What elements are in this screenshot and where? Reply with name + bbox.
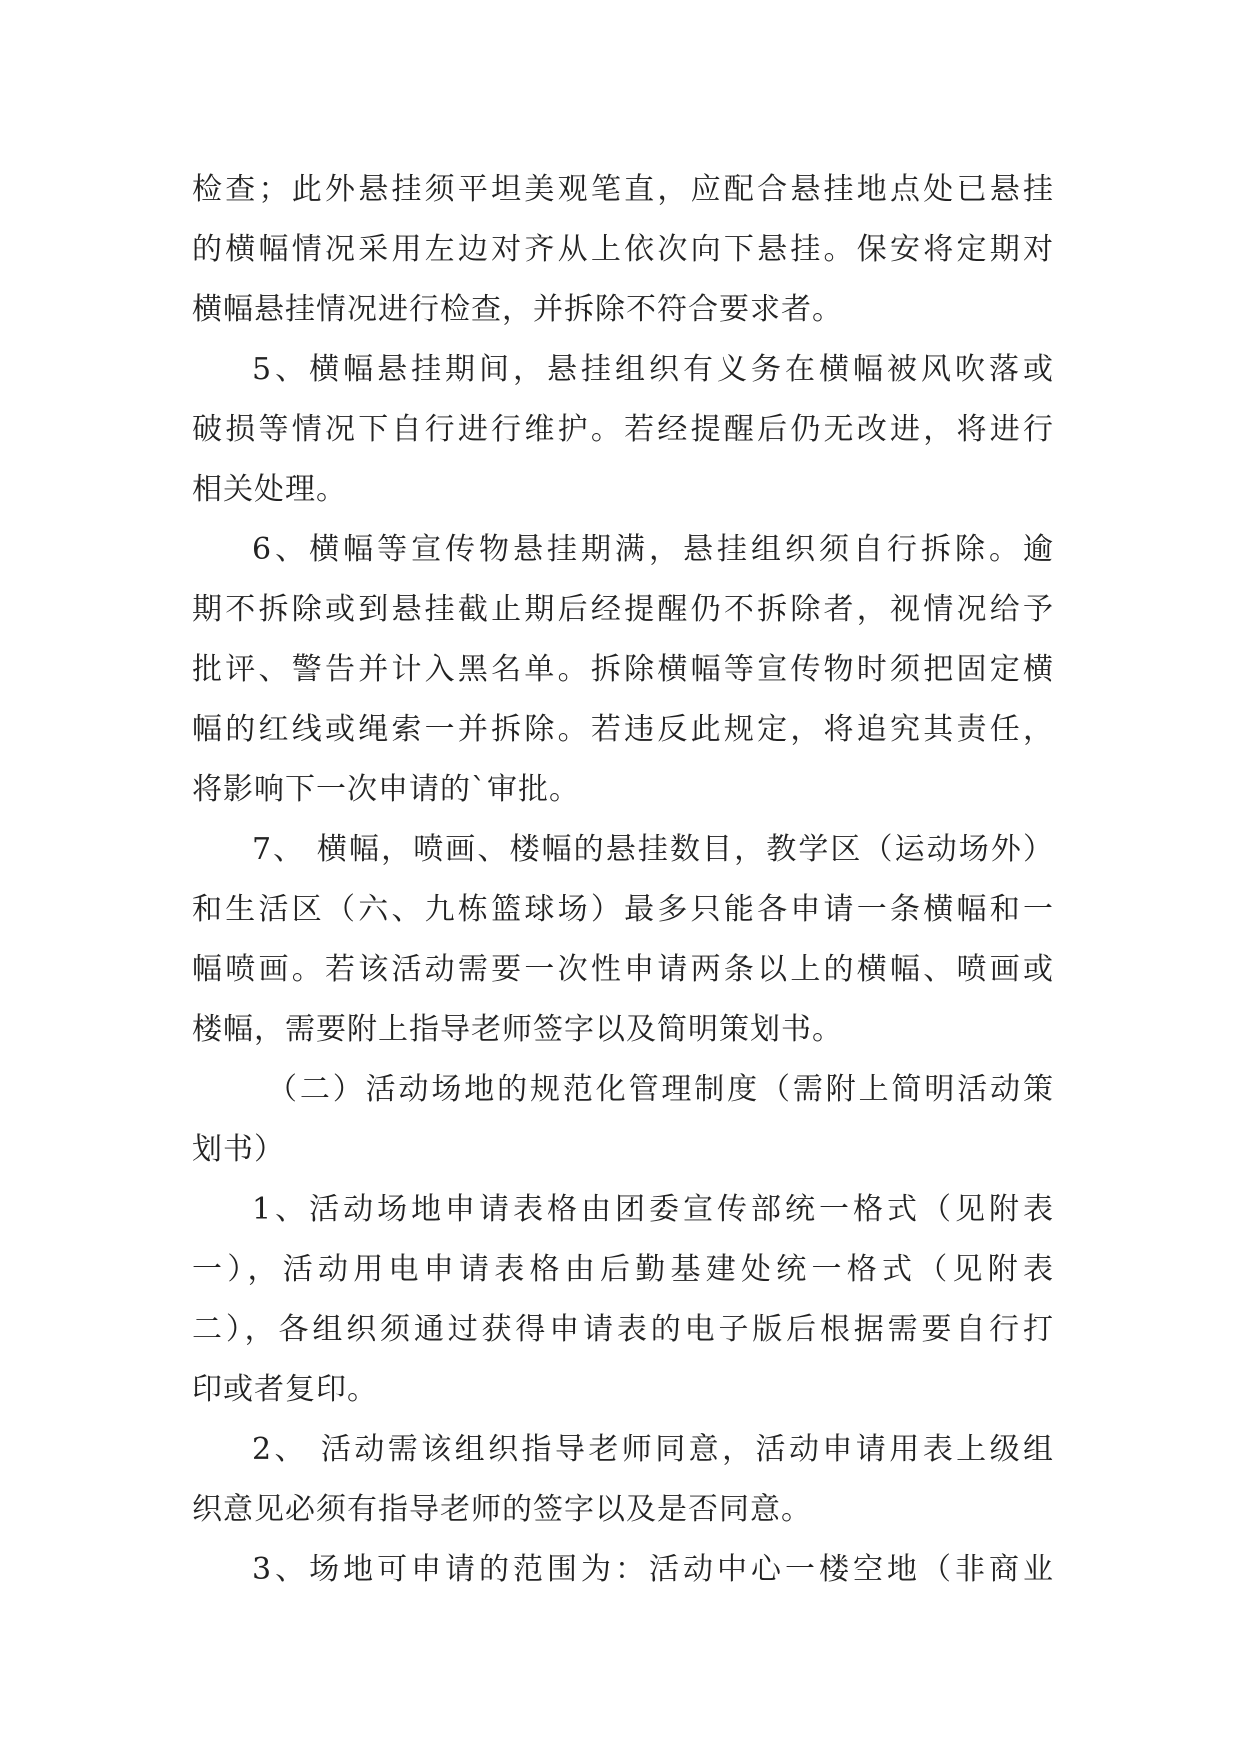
text-line: 期不拆除或到悬挂截止期后经提醒仍不拆除者，视情况给予 — [192, 592, 1054, 627]
text-line: 织意见必须有指导老师的签字以及是否同意。 — [192, 1492, 812, 1527]
text-line: 破损等情况下自行进行维护。若经提醒后仍无改进，将进行 — [192, 412, 1054, 447]
text-line: 幅喷画。若该活动需要一次性申请两条以上的横幅、喷画或 — [192, 952, 1054, 987]
text-line: 检查；此外悬挂须平坦美观笔直，应配合悬挂地点处已悬挂 — [192, 172, 1054, 207]
paragraph-6-line: 6、横幅等宣传物悬挂期满，悬挂组织须自行拆除。逾 — [252, 532, 1054, 567]
text-line: 和生活区（六、九栋篮球场）最多只能各申请一条横幅和一 — [192, 892, 1054, 927]
section-heading-line: （二）活动场地的规范化管理制度（需附上简明活动策 — [267, 1072, 1054, 1107]
document-body — [192, 160, 1054, 1600]
text-line: 幅的红线或绳索一并拆除。若违反此规定，将追究其责任， — [192, 712, 1054, 747]
paragraph-5-line: 5、横幅悬挂期间，悬挂组织有义务在横幅被风吹落或 — [252, 352, 1054, 387]
text-line: 相关处理。 — [192, 472, 347, 507]
text-line: 批评、警告并计入黑名单。拆除横幅等宣传物时须把固定横 — [192, 652, 1054, 687]
paragraph-7-line: 7、 横幅，喷画、楼幅的悬挂数目，教学区（运动场外） — [252, 832, 1054, 867]
text-line: 楼幅，需要附上指导老师签字以及简明策划书。 — [192, 1012, 843, 1047]
paragraph-1-line: 1、活动场地申请表格由团委宣传部统一格式（见附表 — [252, 1192, 1054, 1227]
section-heading-line: 划书） — [192, 1132, 285, 1167]
text-line: 印或者复印。 — [192, 1372, 378, 1407]
text-line: 将影响下一次申请的`审批。 — [192, 772, 580, 807]
paragraph-2-line: 2、 活动需该组织指导老师同意，活动申请用表上级组 — [252, 1432, 1054, 1467]
paragraph-3-line: 3、场地可申请的范围为：活动中心一楼空地（非商业 — [252, 1552, 1054, 1587]
text-line: 的横幅情况采用左边对齐从上依次向下悬挂。保安将定期对 — [192, 232, 1054, 267]
text-line: 二），各组织须通过获得申请表的电子版后根据需要自行打 — [192, 1312, 1054, 1347]
text-line: 一），活动用电申请表格由后勤基建处统一格式（见附表 — [192, 1252, 1054, 1287]
text-line: 横幅悬挂情况进行检查，并拆除不符合要求者。 — [192, 292, 843, 327]
